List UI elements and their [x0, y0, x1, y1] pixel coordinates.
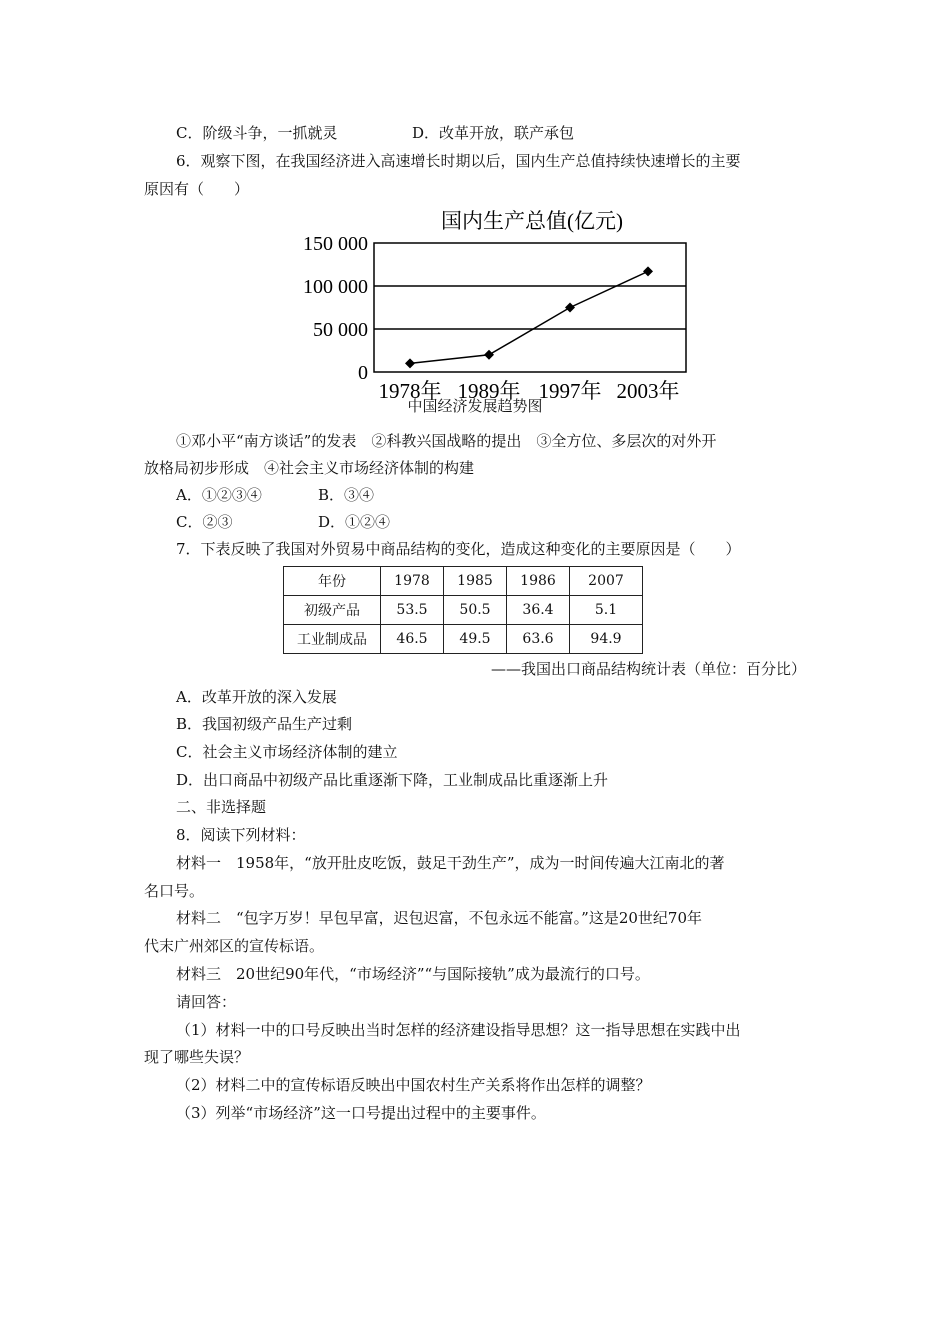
x-tick-label: 2003年 — [616, 379, 680, 403]
plot-frame — [374, 243, 686, 372]
data-point — [643, 266, 653, 276]
table-header-cell: 年份 — [284, 567, 381, 596]
table-cell: 工业制成品 — [284, 625, 381, 654]
material1-line1: 材料一 1958年，“放开肚皮吃饭，鼓足干劲生产”，成为一时间传遍大江南北的著 — [176, 854, 725, 872]
q8-stem: 8．阅读下列材料： — [176, 826, 306, 844]
y-tick-label: 0 — [358, 362, 368, 384]
y-tick-label: 50 000 — [313, 319, 368, 341]
x-tick-label: 1997年 — [538, 379, 602, 403]
table-cell: 94.9 — [570, 625, 643, 654]
gdp-chart — [290, 204, 700, 416]
chart-caption: 中国经济发展趋势图 — [407, 397, 543, 415]
export-structure-table — [283, 566, 643, 654]
table-header-row — [284, 567, 643, 596]
table-cell: 50.5 — [444, 596, 507, 625]
q6-items-line2: 放格局初步形成 ④社会主义市场经济体制的构建 — [144, 459, 475, 477]
table-cell: 46.5 — [381, 625, 444, 654]
q6-option-a: A．①②③④ — [176, 486, 262, 504]
table-cell: 49.5 — [444, 625, 507, 654]
material3: 材料三 20世纪90年代，“市场经济”“与国际接轨”成为最流行的口号。 — [176, 965, 650, 983]
table-cell: 初级产品 — [284, 596, 381, 625]
table-row — [284, 625, 643, 654]
y-tick-label: 100 000 — [303, 276, 368, 298]
table-header-cell: 2007 — [570, 567, 643, 596]
q7-option-a: A．改革开放的深入发展 — [176, 688, 337, 706]
chart-series — [405, 266, 653, 368]
table-cell: 5.1 — [570, 596, 643, 625]
q6-items-line1: ①邓小平“南方谈话”的发表 ②科教兴国战略的提出 ③全方位、多层次的对外开 — [176, 432, 717, 450]
chart-grid — [374, 243, 686, 372]
x-tick-label: 1978年 — [378, 379, 442, 403]
series-line — [410, 271, 648, 363]
table-header-cell: 1985 — [444, 567, 507, 596]
subquestion3: （3）列举“市场经济”这一口号提出过程中的主要事件。 — [176, 1104, 546, 1122]
material1-line2: 名口号。 — [144, 882, 205, 900]
q5-option-d: D．改革开放，联产承包 — [412, 124, 575, 142]
material2-line1: 材料二 “包字万岁！早包早富，迟包迟富，不包永远不能富。”这是20世纪70年 — [176, 909, 703, 927]
material2-line2: 代末广州郊区的宣传标语。 — [144, 937, 325, 955]
table-header-cell: 1978 — [381, 567, 444, 596]
q6-stem-line2: 原因有（ ） — [144, 180, 250, 198]
q7-stem: 7．下表反映了我国对外贸易中商品结构的变化，造成这种变化的主要原因是（ ） — [176, 540, 741, 558]
data-point — [565, 303, 575, 313]
x-tick-label: 1989年 — [457, 379, 521, 403]
subquestion2: （2）材料二中的宣传标语反映出中国农村生产关系将作出怎样的调整？ — [176, 1076, 651, 1094]
chart-title: 国内生产总值(亿元) — [441, 209, 623, 233]
table-cell: 53.5 — [381, 596, 444, 625]
y-tick-label: 150 000 — [303, 233, 368, 255]
table-header-cell: 1986 — [507, 567, 570, 596]
chart-y-ticks — [303, 233, 368, 384]
q6-option-b: B．③④ — [318, 486, 375, 504]
data-point — [484, 350, 494, 360]
q7-option-c: C．社会主义市场经济体制的建立 — [176, 743, 398, 761]
answer-prompt: 请回答： — [176, 993, 237, 1011]
subquestion1-line2: 现了哪些失误？ — [144, 1048, 250, 1066]
q6-option-d: D．①②④ — [318, 513, 391, 531]
subquestion1-line1: （1）材料一中的口号反映出当时怎样的经济建设指导思想？这一指导思想在实践中出 — [176, 1021, 741, 1039]
section-title: 二、非选择题 — [176, 798, 267, 816]
data-point — [405, 358, 415, 368]
q7-option-b: B．我国初级产品生产过剩 — [176, 715, 353, 733]
q7-option-d: D．出口商品中初级产品比重逐渐下降，工业制成品比重逐渐上升 — [176, 771, 609, 789]
q7-table-source: ——我国出口商品结构统计表（单位：百分比） — [490, 660, 806, 678]
q6-stem-line1: 6．观察下图，在我国经济进入高速增长时期以后，国内生产总值持续快速增长的主要 — [176, 152, 741, 170]
table-cell: 36.4 — [507, 596, 570, 625]
gdp-chart-svg — [290, 204, 700, 404]
q5-option-c: C．阶级斗争，一抓就灵 — [176, 124, 338, 142]
table-cell: 63.6 — [507, 625, 570, 654]
q6-option-c: C．②③ — [176, 513, 233, 531]
table-row — [284, 596, 643, 625]
